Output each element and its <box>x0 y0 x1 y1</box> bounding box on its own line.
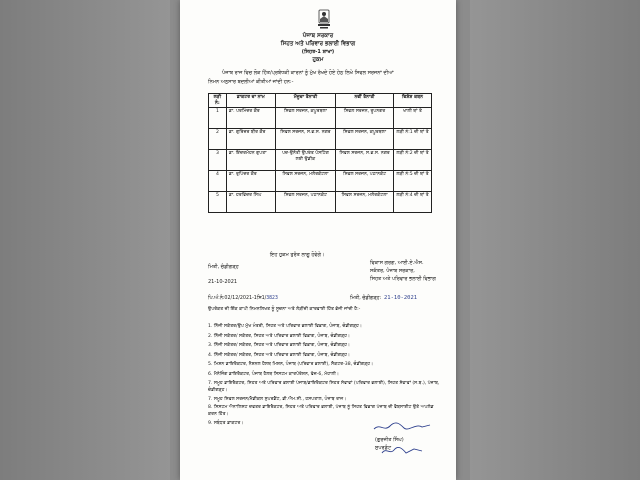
column-header-new-posting: ਨਵੀਂ ਤੈਨਾਤੀ <box>336 94 394 108</box>
list-item: 3. ਨਿੱਜੀ ਸਕੱਤਰ/ ਸਕੱਤਰ, ਸਿਹਤ ਅਤੇ ਪਰਿਵਾਰ ਭਲਾਈ ਵਿਭਾਗ, ਪੰਜਾਬ, ਚੰਡੀਗੜ੍ਹ। <box>208 343 351 349</box>
cell-new-posting: ਸਿਵਲ ਸਰਜਨ, ਕਪੂਰਥਲਾ <box>336 129 394 150</box>
cell-remarks: ਲੜੀ ਨੰ:5 ਦੀ ਥਾਂ ਤੇ <box>394 171 432 192</box>
table-row <box>209 150 432 171</box>
cell-new-posting: ਸਿਵਲ ਸਰਜਨ, ਪਠਾਨਕੋਟ <box>336 171 394 192</box>
table-header-row <box>209 94 432 108</box>
column-header-serial: ਲੜੀ ਨੰ: <box>209 94 227 108</box>
cell-doctor: ਡਾ. ਗੁਰਿੰਦਰ ਬੀਰ ਕੌਰ <box>226 129 275 150</box>
list-item: 5. ਮਿਸ਼ਨ ਡਾਇਰੈਕਟਰ, ਨੈਸ਼ਨਲ ਹੈਲਥ ਮਿਸ਼ਨ, ਪੰਜਾਬ (ਪਰਿਵਾਰ ਭਲਾਈ), ਸੈਕਟਰ-38, ਚੰਡੀਗੜ੍ਹ। <box>208 362 374 368</box>
superintendent-designation: ਸੁਪਰਡੰਟ <box>375 445 392 451</box>
cell-serial: 5 <box>209 192 227 213</box>
cell-remarks: ਲੜੀ ਨੰ:4 ਦੀ ਥਾਂ ਤੇ <box>394 192 432 213</box>
list-item: 7. ਸਮੂਹ ਸਿਵਲ ਸਰਜਨ/ਮੈਡੀਕਲ ਸੁਪਰਡੈਂਟ, ਡੀ.ਐਮ.ਸੀ., ਹਸਪਤਾਲ, ਪੰਜਾਬ ਰਾਜ। <box>208 396 347 402</box>
cell-doctor: ਡਾ. ਹਰਵਿੰਦਰ ਸਿੰਘ <box>226 192 275 213</box>
cell-current-posting: ਪਦ-ਉਨੱਤੀ ਉਪਰੰਤ ਪੋਸਟਿੰਗ ਲਈ ਉਡੀਕ <box>275 150 335 171</box>
government-heading: ਪੰਜਾਬ ਸਰਕਾਰ <box>302 33 334 39</box>
cell-current-posting: ਸਿਵਲ ਸਰਜਨ, ਪਠਾਨਕੋਟ <box>275 192 335 213</box>
cell-serial: 1 <box>209 108 227 129</box>
list-item: 6. ਮੈਨੇਜਿੰਗ ਡਾਇਰੈਕਟਰ, ਪੰਜਾਬ ਹੈਲਥ ਸਿਸਟਮ ਕਾਰਪੋਰੇਸ਼ਨ, ਫੇਜ਼-6, ਮੋਹਾਲੀ। <box>208 371 339 377</box>
list-item: 7. ਸਮੂਹ ਡਾਇਰੈਕਟਰ, ਸਿਹਤ ਅਤੇ ਪਰਿਵਾਰ ਭਲਾਈ ਪੰਜਾਬ/ਡਾਇਰੈਕਟਰ ਸਿਹਤ ਸੇਵਾਵਾਂ (ਪਰਿਵਾਰ ਭਲਾਈ), ਸਿਹਤ ਸੇਵਾਵਾਂ (ਸ.ਬ.), ਪੰਜਾਬ, ਚੰਡੀਗੜ੍ਹ। <box>208 380 440 393</box>
signatory-block <box>370 259 436 283</box>
endorsement-line <box>208 296 440 302</box>
branch-heading: (ਸਿਹਤ-1 ਸ਼ਾਖਾ) <box>301 49 335 55</box>
state-emblem-icon <box>314 8 334 30</box>
list-item: 2. ਨਿੱਜੀ ਸਕੱਤਰ/ ਸਕੱਤਰ, ਸਿਹਤ ਅਤੇ ਪਰਿਵਾਰ ਭਲਾਈ ਵਿਭਾਗ, ਪੰਜਾਬ, ਚੰਡੀਗੜ੍ਹ। <box>208 333 351 339</box>
cell-doctor: ਡਾ. ਪਰਮਿੰਦਰ ਕੌਰ <box>226 108 275 129</box>
column-header-remarks: ਵਿਸ਼ੇਸ਼ ਕਥਨ <box>394 94 432 108</box>
cell-doctor: ਡਾ. ਇੰਦਰਮੋਹਨ ਗੁਪਤਾ <box>226 150 275 171</box>
cell-doctor: ਡਾ. ਰੁਪਿੰਦਰ ਕੌਰ <box>226 171 275 192</box>
handwritten-signature-icon <box>372 420 432 434</box>
cell-new-posting: ਸਿਵਲ ਸਰਜਨ, ਰੂਪਨਗਰ <box>336 108 394 129</box>
document-page <box>180 0 456 480</box>
intro-paragraph <box>208 69 440 87</box>
column-header-doctor: ਡਾਕਟਰ ਦਾ ਨਾਮ <box>226 94 275 108</box>
initials-signature-icon <box>380 445 424 457</box>
table-row <box>209 171 432 192</box>
cell-remarks: ਖਾਲੀ ਥਾਂ ਤੇ <box>394 108 432 129</box>
order-date: 21-10-2021 <box>208 279 238 285</box>
transfer-table <box>208 93 432 213</box>
order-effect-text: ਇਹ ਹੁਕਮ ਤੁਰੰਤ ਲਾਗੂ ਹੋਵੇਗੇ। <box>270 252 325 258</box>
table-row <box>209 108 432 129</box>
list-item: 4. ਨਿੱਜੀ ਸਕੱਤਰ/ ਸਕੱਤਰ, ਸਿਹਤ ਅਤੇ ਪਰਿਵਾਰ ਭਲਾਈ ਵਿਭਾਗ, ਪੰਜਾਬ, ਚੰਡੀਗੜ੍ਹ। <box>208 352 351 358</box>
signatory-department: ਸਿਹਤ ਅਤੇ ਪਰਿਵਾਰ ਭਲਾਈ ਵਿਭਾਗ <box>370 276 436 282</box>
endorsement-date-handwritten: 21-10-2021 <box>384 295 418 301</box>
endorsement-number: ਪਿ.ਅੰ.ਨੰ:02/12/2021-1ਸਿ1/ <box>208 296 267 301</box>
place-label: ਮਿਤੀ, ਚੰਡੀਗੜ੍ਹ <box>208 264 239 270</box>
superintendent-name: (ਗੁਰਜੀਤ ਸਿੰਘ) <box>375 437 404 443</box>
cell-current-posting: ਸਿਵਲ ਸਰਜਨ, ਸ.ਭ.ਸ. ਨਗਰ <box>275 129 335 150</box>
cell-new-posting: ਸਿਵਲ ਸਰਜਨ, ਮਲੇਰਕੋਟਲਾ <box>336 192 394 213</box>
table-row <box>209 129 432 150</box>
table-row <box>209 192 432 213</box>
cell-new-posting: ਸਿਵਲ ਸਰਜਨ, ਸ.ਭ.ਸ. ਨਗਰ <box>336 150 394 171</box>
cell-remarks: ਲੜੀ ਨੰ:2 ਦੀ ਥਾਂ ਤੇ <box>394 150 432 171</box>
column-header-current-posting: ਮੌਜੂਦਾ ਤੈਨਾਤੀ <box>275 94 335 108</box>
cell-remarks: ਲੜੀ ਨੰ:1 ਦੀ ਥਾਂ ਤੇ <box>394 129 432 150</box>
cell-serial: 2 <box>209 129 227 150</box>
copy-forwarded-text: ਉਪਰੋਕਤ ਦੀ ਇੱਕ ਕਾਪੀ ਨਿਮਨਲਿਖਤ ਨੂੰ ਸੂਚਨਾ ਅਤੇ ਲੋੜੀਂਦੀ ਕਾਰਵਾਈ ਹਿੱਤ ਭੇਜੀ ਜਾਂਦੀ ਹੈ:- <box>208 307 361 312</box>
list-item: 1. ਨਿੱਜੀ ਸਕੱਤਰ/ਉਪ ਮੁੱਖ ਮੰਤਰੀ, ਸਿਹਤ ਅਤੇ ਪਰਿਵਾਰ ਭਲਾਈ ਵਿਭਾਗ, ਪੰਜਾਬ, ਚੰਡੀਗੜ੍ਹ। <box>208 324 362 329</box>
background-left-panel <box>0 0 170 480</box>
endorsement-number-handwritten: 3823 <box>266 296 278 301</box>
background-right-panel <box>470 0 640 480</box>
list-item: 9. ਸਬੰਧਤ ਡਾਕਟਰ। <box>208 421 244 427</box>
cell-serial: 4 <box>209 171 227 192</box>
intro-line-2: ਨਿਮਨ ਅਨੁਸਾਰ ਬਦਲੀਆਂ ਕੀਤੀਆਂ ਜਾਂਦੀ ਹਨ:- <box>208 79 294 85</box>
cell-serial: 3 <box>209 150 227 171</box>
cell-current-posting: ਸਿਵਲ ਸਰਜਨ, ਕਪੂਰਥਲਾ <box>275 108 335 129</box>
department-heading: ਸਿਹਤ ਅਤੇ ਪਰਿਵਾਰ ਭਲਾਈ ਵਿਭਾਗ <box>280 41 356 47</box>
list-item: 8. ਸਿਸਟਮ ਐਨਾਲਿਸਟ ਦਫਤਰ ਡਾਇਰੈਕਟਰ, ਸਿਹਤ ਅਤੇ ਪਰਿਵਾਰ ਭਲਾਈ, ਪੰਜਾਬ ਨੂੰ ਸਿਹਤ ਵਿਭਾਗ ਪੰਜਾਬ ਦੀ ਵੈਬਸਾਈਟ ਉਤੇ ਅਪਲੋਡ ਕਰਨ ਹਿੱਤ। <box>208 405 434 418</box>
order-title: ਹੁਕਮ <box>312 57 324 63</box>
signatory-designation: ਸਕੱਤਰ, ਪੰਜਾਬ ਸਰਕਾਰ, <box>370 268 415 274</box>
intro-line-1: ਪੰਜਾਬ ਰਾਜ ਵਿਚ ਲੋਕ ਹਿੱਤ/ਪ੍ਰਬੰਧਕੀ ਕਾਰਨਾਂ ਨੂੰ ਮੁੱਖ ਰੱਖਦੇ ਹੋਏ ਹੇਠ ਲਿਖੇ ਸਿਵਲ ਸਰਜਨਾਂ ਦੀਆਂ <box>222 70 394 76</box>
endorsement-place: ਮਿਤੀ, ਚੰਡੀਗੜ੍ਹ: <box>350 296 382 301</box>
cell-current-posting: ਸਿਵਲ ਸਰਜਨ, ਮਲੇਰਕੋਟਲਾ <box>275 171 335 192</box>
copy-list <box>208 322 440 429</box>
signatory-name: ਵਿਕਾਸ ਗਰਗ, ਆਈ.ਏ.ਐਸ. <box>370 260 424 266</box>
